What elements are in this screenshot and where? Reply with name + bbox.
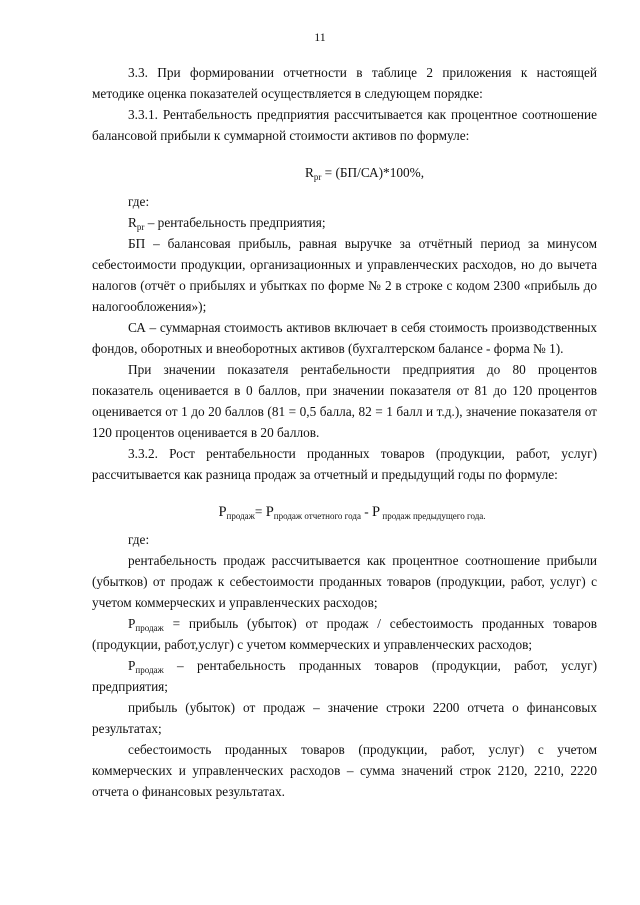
page-number: 11 xyxy=(314,30,326,44)
formula2-p1: Р xyxy=(218,504,227,520)
rpr-symbol: R xyxy=(128,215,137,230)
definition-p-sales xyxy=(92,655,597,697)
formula-expression: = (БП/СА)*100%, xyxy=(321,165,425,180)
definition-sales-profitability: рентабельность продаж рассчитывается как процентное соотношение прибыли (убытков) от продаж к себестоимости проданных товаров (продукции, работ, услуг) с учетом коммерческих и управленческих расходов; xyxy=(92,553,597,610)
paragraph-3-3-2: 3.3.2. Рост рентабельности проданных товаров (продукции, работ, услуг) рассчитывается как разница продаж за отчетный и предыдущий годы по формуле: xyxy=(92,446,597,482)
formula2-sub1: продаж xyxy=(226,511,255,521)
paragraph-3-3-1: 3.3.1. Рентабельность предприятия рассчитывается как процентное соотношение балансовой прибыли к суммарной стоимости активов по формуле: xyxy=(92,107,597,143)
definition-bp: БП – балансовая прибыль, равная выручке за отчётный период за минусом себестоимости продукции, организационных и управленческих расходов, но до вычета налогов (отчёт о прибылях и убытках по форме № 2 в строке с кодом 2300 «прибыль до налогообложения»); xyxy=(92,236,597,314)
definition-sales-profit: прибыль (убыток) от продаж – значение строки 2200 отчета о финансовых результатах; xyxy=(92,700,597,736)
p-sales-definition-text: – рентабельность проданных товаров (продукции, работ, услуг) предприятия; xyxy=(92,658,597,694)
formula2-eq: = xyxy=(254,504,266,519)
formula-r-subscript: pr xyxy=(313,172,322,182)
p-sales-formula-text: = прибыль (убыток) от продаж / себестоимость проданных товаров (продукции, работ,услуг) с учетом коммерческих и управленческих расходов; xyxy=(92,616,597,652)
scoring-rule: При значении показателя рентабельности предприятия до 80 процентов показатель оценивается в 0 баллов, при значении показателя от 81 до 120 процентов оценивается от 1 до 20 баллов (81 = 0,5 балла, 82 = 1 балл и т.д.), значение показателя от 120 процентов оценивается в 20 баллов. xyxy=(92,362,597,440)
formula-profitability xyxy=(92,146,597,191)
p-sales-symbol-2: Р xyxy=(128,658,136,673)
formula-r: R xyxy=(304,165,314,180)
formula2-minus: - xyxy=(360,504,373,519)
p-sales-symbol: Р xyxy=(128,616,136,631)
document-body xyxy=(92,62,597,802)
rpr-subscript: pr xyxy=(136,222,145,232)
where-label-1: где: xyxy=(128,194,150,209)
definition-sa: СА – суммарная стоимость активов включает в себя стоимость производственных фондов, оборотных и внеоборотных активов (бухгалтерском балансе - форма № 1). xyxy=(92,320,597,356)
formula2-sub2: продаж отчетного года xyxy=(273,511,361,521)
definition-p-sales-formula xyxy=(92,613,597,655)
formula2-p2: Р xyxy=(265,504,274,520)
formula2-p3: Р xyxy=(372,504,381,520)
p-sales-subscript-2: продаж xyxy=(135,665,164,675)
definition-rpr xyxy=(92,212,597,233)
formula-sales-growth xyxy=(92,485,597,529)
p-sales-subscript: продаж xyxy=(135,623,164,633)
rpr-definition: – рентабельность предприятия; xyxy=(144,215,326,230)
paragraph-3-3: 3.3. При формировании отчетности в таблице 2 приложения к настоящей методике оценка показателей осуществляется в следующем порядке: xyxy=(92,65,597,101)
definition-cost-of-sales: себестоимость проданных товаров (продукции, работ, услуг) с учетом коммерческих и управленческих расходов – сумма значений строк 2120, 2210, 2220 отчета о финансовых результатах. xyxy=(92,742,597,799)
where-label-2: где: xyxy=(128,532,150,547)
formula2-sub3: продаж предыдущего года. xyxy=(380,511,486,521)
